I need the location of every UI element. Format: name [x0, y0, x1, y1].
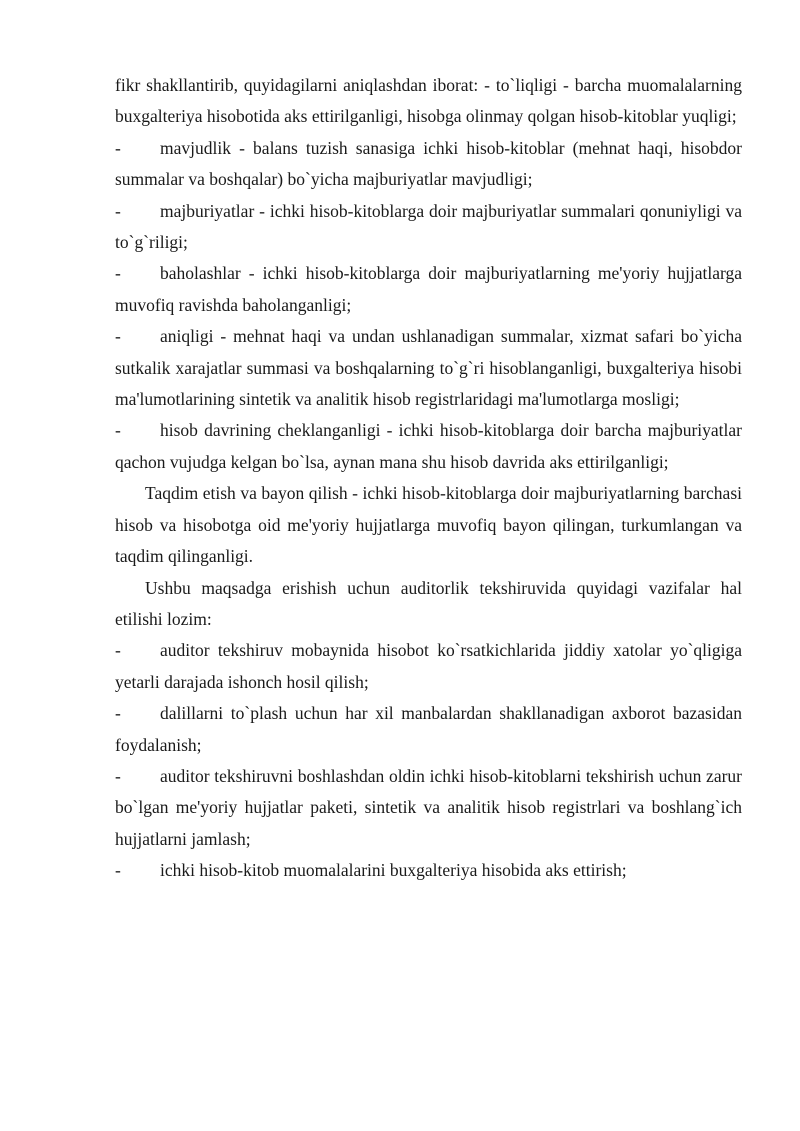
- list-item: [115, 635, 742, 698]
- list-item-text: auditor tekshiruv mobaynida hisobot ko`rsatkichlarida jiddiy xatolar yo`qligiga yetarli darajada ishonch hosil qilish;: [115, 640, 742, 692]
- list-dash: -: [115, 200, 121, 221]
- list-item: [115, 133, 742, 196]
- list-dash: -: [115, 860, 121, 881]
- list-dash: -: [115, 703, 121, 724]
- list-item: [115, 321, 742, 415]
- list-item-text: hisob davrining cheklanganligi - ichki hisob-kitoblarga doir barcha majburiyatlar qachon vujudga kelgan bo`lsa, aynan mana shu hisob davrida aks ettirilganligi;: [115, 420, 742, 472]
- list-dash: -: [115, 765, 121, 786]
- list-dash: -: [115, 420, 121, 441]
- list-item-text: mavjudlik - balans tuzish sanasiga ichki hisob-kitoblar (mehnat haqi, hisobdor summalar va boshqalar) bo`yicha majburiyatlar mavjudligi;: [115, 137, 742, 190]
- list-item: [115, 196, 742, 259]
- list-item: [115, 761, 742, 855]
- list-item-text: aniqligi - mehnat haqi va undan ushlanadigan summalar, xizmat safari bo`yicha sutkalik xarajatlar summasi va boshqalarning to`g`ri hisoblanganligi, buxgalteriya hisobi ma'lumotlarining sintetik va analitik hisob registrlaridagi ma'lumotlarga mosligi;: [115, 326, 742, 410]
- list-dash: -: [115, 263, 121, 284]
- list-item-text: ichki hisob-kitob muomalalarini buxgalteriya hisobida aks ettirish;: [160, 860, 627, 881]
- list-dash: -: [115, 640, 121, 661]
- document-page: [115, 70, 742, 887]
- list-item: [115, 258, 742, 321]
- list-item-text: dalillarni to`plash uchun har xil manbalardan shakllanadigan axborot bazasidan foydalanish;: [115, 703, 742, 755]
- intro-paragraph: fikr shakllantirib, quyidagilarni aniqlashdan iborat: - to`liqligi - barcha muomalalarning buxgalteriya hisobotida aks ettirilganligi, hisobga olinmay qolgan hisob-kitoblar yuqligi;: [115, 75, 742, 127]
- assertions-list: [115, 133, 742, 478]
- list-dash: -: [115, 137, 121, 158]
- list-item-text: majburiyatlar - ichki hisob-kitoblarga doir majburiyatlar summalari qonuniyligi va to`g`riligi;: [115, 200, 742, 253]
- list-item: [115, 698, 742, 761]
- list-item: [115, 415, 742, 478]
- tasks-list: [115, 635, 742, 886]
- list-item-text: baholashlar - ichki hisob-kitoblarga doir majburiyatlarning me'yoriy hujjatlarga muvofiq ravishda baholanganligi;: [115, 263, 742, 315]
- list-item: [115, 855, 742, 886]
- presentation-paragraph: Taqdim etish va bayon qilish - ichki hisob-kitoblarga doir majburiyatlarning barchasi hisob va hisobotga oid me'yoriy hujjatlarga muvofiq bayon qilingan, turkumlangan va taqdim qilinganligi.: [115, 483, 742, 567]
- tasks-intro-paragraph: Ushbu maqsadga erishish uchun auditorlik tekshiruvida quyidagi vazifalar hal etilishi lozim:: [115, 577, 742, 629]
- list-item-text: auditor tekshiruvni boshlashdan oldin ichki hisob-kitoblarni tekshirish uchun zarur bo`lgan me'yoriy hujjatlar paketi, sintetik va analitik hisob registrlari va boshlang`ich hujjatlarni jamlash;: [115, 765, 742, 849]
- list-dash: -: [115, 326, 121, 347]
